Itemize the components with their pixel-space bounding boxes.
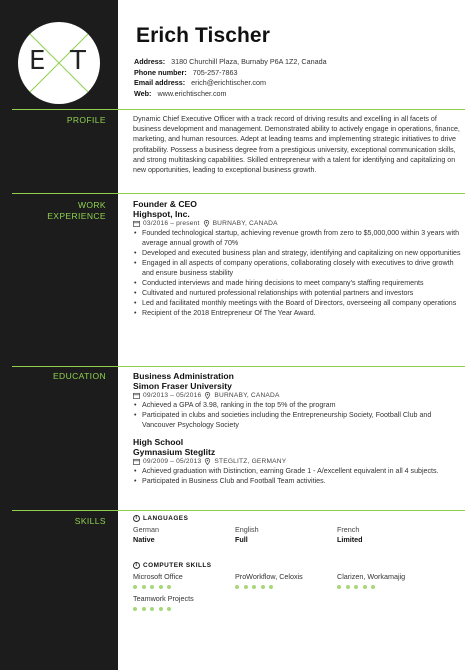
job-title: Founder & CEO (133, 199, 197, 209)
candidate-name: Erich Tischer (136, 24, 270, 47)
degree-title: Business Administration (133, 371, 234, 381)
language-item: French Limited (337, 525, 363, 544)
education-dates: 09/2009 – 05/2013 (143, 458, 202, 465)
education-location: BURNABY, CANADA (214, 392, 280, 399)
list-item: • Engaged in all aspects of company operations, collaborating closely with executives to drive growth and ensure business stability (133, 258, 463, 278)
list-item: • Conducted interviews and made hiring decisions to meet company's staffing requirements (133, 278, 463, 288)
section-label-work: WORK EXPERIENCE (47, 200, 106, 221)
monogram-logo (18, 22, 100, 104)
list-item: • Founded technological startup, achieving revenue growth from zero to $5,000,000 within 3 years with average annual growth of 70% (133, 228, 463, 248)
languages-grid (133, 525, 453, 545)
skill-item: ProWorkflow, Celoxis (235, 572, 337, 589)
list-item: • Participated in clubs and societies including the Entrepreneurship Society, Football Club and Vancouver Psychology Society (133, 410, 463, 430)
contact-block (134, 57, 327, 99)
work-entry (133, 199, 463, 318)
computer-skills-grid (133, 572, 453, 611)
contact-phone: Phone number: 705-257-7863 (134, 67, 238, 77)
section-label-profile: PROFILE (66, 115, 106, 125)
contact-address: Address: 3180 Churchill Plaza, Burnaby P6A 1Z2, Canada (134, 57, 327, 66)
list-item: • Achieved a GPA of 3.98, ranking in the top 5% of the program (133, 400, 463, 410)
education-entry-1 (133, 371, 463, 430)
list-item: • Cultivated and nurtured professional relationships with potential partners and investors (133, 288, 463, 298)
job-location: BURNABY, CANADA (212, 220, 278, 227)
languages-heading: i LANGUAGES (133, 515, 453, 522)
info-icon: i (133, 562, 140, 569)
skill-rating-dots (235, 585, 337, 589)
language-item: German Native (133, 525, 159, 544)
job-bullets (133, 228, 463, 318)
education-entry-2 (133, 437, 463, 486)
education-meta (133, 457, 463, 466)
skill-rating-dots (337, 585, 439, 589)
location-pin-icon (203, 220, 210, 227)
list-item: • Developed and executed business plan and strategy, identifying and capitalizing on new opportunities (133, 248, 463, 258)
monogram-letter-e: E (29, 46, 46, 76)
section-divider-education (12, 366, 465, 367)
education-dates: 09/2013 – 05/2016 (143, 392, 202, 399)
job-meta (133, 219, 463, 228)
location-pin-icon (204, 458, 211, 465)
calendar-icon (133, 392, 140, 399)
section-label-skills: SKILLS (74, 516, 106, 526)
skill-rating-dots (133, 585, 235, 589)
school-name: Simon Fraser University (133, 381, 232, 391)
list-item: • Participated in Business Club and Football Team activities. (133, 476, 463, 486)
section-label-education: EDUCATION (52, 371, 106, 381)
education-meta (133, 391, 463, 400)
education-location: STEGLITZ, GERMANY (214, 458, 287, 465)
section-divider-profile (12, 109, 465, 110)
computer-skills-heading: i COMPUTER SKILLS (133, 562, 453, 569)
degree-title: High School (133, 437, 184, 447)
location-pin-icon (204, 392, 211, 399)
school-name: Gymnasium Steglitz (133, 447, 216, 457)
contact-email: Email address: erich@erichtischer.com (134, 78, 266, 88)
list-item: • Achieved graduation with Distinction, earning Grade 1 - A/excellent equivalent in all 4 subjects. (133, 466, 463, 476)
section-divider-work (12, 193, 465, 194)
language-item: English Full (235, 525, 259, 544)
computer-skills-block (133, 562, 453, 611)
contact-web: Web: www.erichtischer.com (134, 88, 227, 98)
job-dates: 03/2016 – present (143, 220, 200, 227)
section-divider-skills (12, 510, 465, 511)
profile-summary: Dynamic Chief Executive Officer with a track record of driving results and excelling in all facets of business development and management. Demonstrated ability to actively engage in operations, finance, marketing, and human resources. Adept at leading teams and implementing strategic initiatives to drive profitability. Possess a business degree from a prestigious university, exceptional communication skills, and strong multitasking capabilities. Skilled entrepreneur with a talent for identifying and capitalizing on new opportunities, leading to exceptional business growth. (133, 115, 460, 175)
list-item: • Recipient of the 2018 Entrepreneur Of The Year Award. (133, 308, 463, 318)
education-bullets (133, 400, 463, 430)
languages-block (133, 515, 453, 545)
skill-item: Clarizen, Workamajig (337, 572, 439, 589)
list-item: • Led and facilitated monthly meetings with the Board of Directors, overseeing all company operations (133, 298, 463, 308)
calendar-icon (133, 458, 140, 465)
info-icon: i (133, 515, 140, 522)
skill-item: Microsoft Office (133, 572, 235, 589)
skill-rating-dots (133, 607, 235, 611)
calendar-icon (133, 220, 140, 227)
skill-item: Teamwork Projects (133, 594, 235, 611)
company-name: Highspot, Inc. (133, 209, 190, 219)
education-bullets (133, 466, 463, 486)
monogram-letter-t: T (70, 46, 86, 76)
sidebar (0, 0, 118, 670)
